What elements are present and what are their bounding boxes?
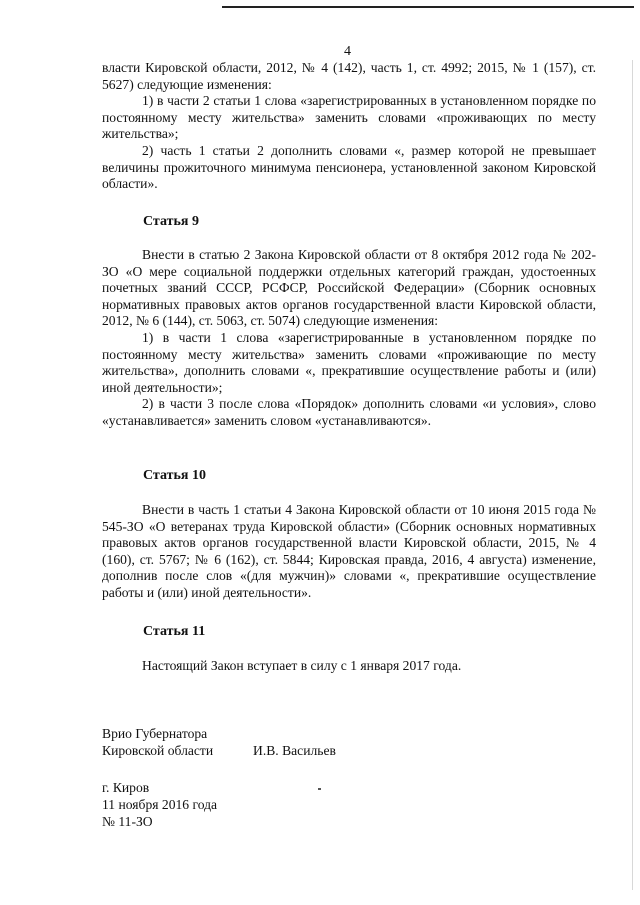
article-10-body: Внести в часть 1 статьи 4 Закона Кировской области от 10 июня 2015 года № 545-ЗО «О ветеранах труда Кировской области» (Сборник основных нормативных правовых актов органов государственной власти Кировской области, 2015, № 4 (160), ст. 5767; № 6 (162), ст. 5844; Кировская правда, 2016, 4 августа) изменение, дополнив после слов «(для мужчин)» словами «, прекратившие осуществление работы и (или) иной деятельности». [102,502,596,600]
footer-city: г. Киров [102,780,150,795]
article-9-body: Внести в статью 2 Закона Кировской области от 8 октября 2012 года № 202-ЗО «О мере социальной поддержки отдельных категорий граждан, удостоенных почетных званий СССР, РСФСР, Российской Федерации» (Сборник основных нормативных правовых актов органов государственной власти Кировской области, 2012, № 6 (144), ст. 5063, ст. 5074) следующие изменения: [102,247,596,329]
signature-title-line-2: Кировской области [102,743,214,758]
signature-title-line-1: Врио Губернатора [102,726,208,741]
article-9-section [102,247,596,430]
article-10-section [102,502,596,602]
article-11-heading: Статья 11 [143,624,206,639]
footer-number: № 11-ЗО [102,814,153,829]
intro-text: власти Кировской области, 2012, № 4 (142), часть 1, ст. 4992; 2015, № 1 (157), ст. 5627) следующие изменения: [102,60,596,92]
signature-name: И.В. Васильев [253,743,336,758]
article-9-item-2: 2) в части 3 после слова «Порядок» дополнить словами «и условия», слово «устанавливается» заменить словом «устанавливаются». [102,396,596,428]
article-9-item-1: 1) в части 1 слова «зарегистрированные в установленном порядке по постоянному месту жительства» заменить словами «проживающие по месту жительства», дополнить словами «, прекратившие осуществление работы и (или) иной деятельности»; [102,329,596,395]
intro-section [102,60,596,193]
top-border-line [222,6,634,8]
article-11-body: Настоящий Закон вступает в силу с 1 января 2017 года. [142,658,462,673]
page-number: 4 [344,44,351,59]
article-9-heading: Статья 9 [143,214,199,229]
article-10-heading: Статья 10 [143,468,206,483]
scan-speck [318,788,321,790]
scan-edge-line [632,60,633,890]
footer-date: 11 ноября 2016 года [102,797,218,812]
intro-item-1: 1) в части 2 статьи 1 слова «зарегистрированных в установленном порядке по постоянному месту жительства» заменить словами «проживающих по месту жительства»; [102,93,596,142]
intro-item-2: 2) часть 1 статьи 2 дополнить словами «, размер которой не превышает величины прожиточного минимума пенсионера, установленной законом Кировской области». [102,142,596,192]
